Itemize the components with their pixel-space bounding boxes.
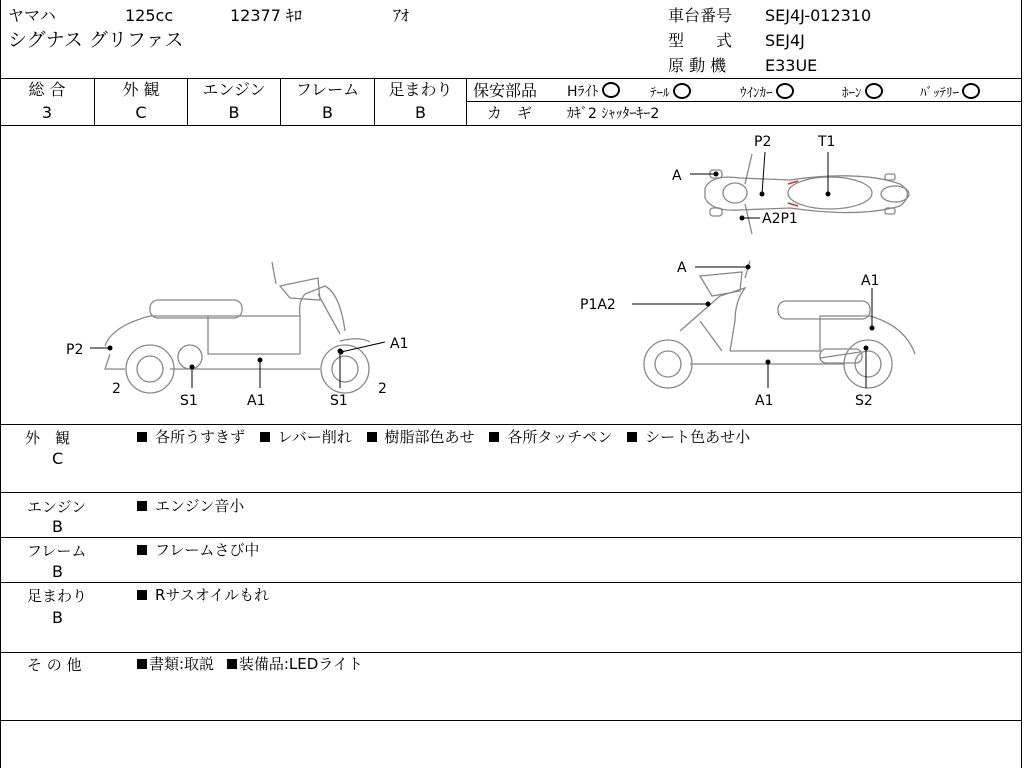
note-grade-exterior: C <box>52 449 64 468</box>
note-label-frame: フレーム <box>27 542 87 560</box>
ok-circle-icon <box>602 82 620 98</box>
engine-value: E33UE <box>765 56 818 75</box>
note-items-other: 書類:取説 装備品:LEDライト <box>137 655 363 673</box>
scooter-top-view <box>705 154 909 234</box>
note-grade-engine: B <box>52 517 63 536</box>
key-value: ｶｷﾞ2 ｼｬｯﾀｰｷｰ2 <box>567 106 660 122</box>
divider <box>0 492 1022 493</box>
note-label-exterior: 外 観 <box>25 429 71 447</box>
maker: ヤマハ <box>8 6 56 25</box>
ok-circle-icon <box>962 83 980 99</box>
bullet-square-icon <box>367 432 377 442</box>
safety-battery: ﾊﾞｯﾃﾘｰ <box>920 83 980 102</box>
score-value-engine: B <box>228 103 240 122</box>
engine-label: 原 動 機 <box>668 56 727 75</box>
note-grade-frame: B <box>52 562 63 581</box>
safety-headlight: Hﾗｲﾄ <box>567 82 620 101</box>
ok-circle-icon <box>776 83 794 99</box>
score-value-frame: B <box>322 103 333 122</box>
label-left-s1-front: S1 <box>330 393 348 409</box>
note-label-other: そ の 他 <box>27 656 82 674</box>
color: ｱｵ <box>393 6 410 25</box>
safety-label: 保安部品 <box>473 81 538 100</box>
ok-circle-icon <box>673 83 691 99</box>
label-right-p1a2: P1A2 <box>580 297 616 313</box>
type-label: 型 式 <box>668 31 733 50</box>
divider <box>0 720 1022 721</box>
label-top-t1: T1 <box>818 134 836 150</box>
divider <box>0 424 1022 425</box>
score-label-engine: エンジン <box>202 80 266 99</box>
note-label-suspension: 足まわり <box>27 587 88 605</box>
bullet-square-icon <box>137 501 147 511</box>
bullet-square-icon <box>137 590 147 600</box>
label-top-a: A <box>672 168 682 184</box>
score-label-total: 総 合 <box>28 80 66 99</box>
type-value: SEJ4J <box>765 31 805 50</box>
score-label-suspension: 足まわり <box>388 80 453 99</box>
note-items-frame: フレームさび中 <box>137 541 259 559</box>
model-name: シグナス グリファス <box>8 29 184 51</box>
label-right-a: A <box>677 260 687 276</box>
label-left-s1: S1 <box>180 393 198 409</box>
divider <box>466 78 467 125</box>
key-label: カ ギ <box>487 104 533 122</box>
note-label-engine: エンジン <box>27 498 87 516</box>
displacement: 125cc <box>125 6 174 25</box>
label-left-a1-bottom: A1 <box>247 393 266 409</box>
safety-horn: ﾎｰﾝ <box>842 83 883 102</box>
divider <box>0 537 1022 538</box>
bullet-square-icon <box>137 659 147 669</box>
score-label-exterior: 外 観 <box>122 80 160 99</box>
scooter-diagram <box>0 126 1020 423</box>
label-left-a1: A1 <box>390 336 409 352</box>
label-right-s2: S2 <box>855 393 873 409</box>
bullet-square-icon <box>627 432 637 442</box>
frame-no: SEJ4J-012310 <box>765 6 872 25</box>
note-items-exterior: 各所うすきず レバー削れ 樹脂部色あせ 各所タッチペン シート色あせ小 <box>137 428 750 446</box>
bullet-square-icon <box>260 432 270 442</box>
label-right-a1: A1 <box>861 273 880 289</box>
score-label-frame: フレーム <box>295 80 360 99</box>
score-value-exterior: C <box>135 103 147 122</box>
score-value-total: 3 <box>41 103 53 122</box>
ok-circle-icon <box>865 83 883 99</box>
note-items-engine: エンジン音小 <box>137 497 244 515</box>
note-items-suspension: Rサスオイルもれ <box>137 586 269 604</box>
safety-tail: ﾃｰﾙ <box>650 83 691 102</box>
scooter-left-view <box>105 262 370 393</box>
label-top-a2p1: A2P1 <box>762 211 798 227</box>
safety-winker: ｳｲﾝｶｰ <box>740 83 794 102</box>
bullet-square-icon <box>489 432 499 442</box>
label-top-p2: P2 <box>754 134 772 150</box>
score-value-suspension: B <box>415 103 426 122</box>
bullet-square-icon <box>137 432 147 442</box>
divider <box>0 78 1022 79</box>
label-left-2-front: 2 <box>378 381 387 397</box>
divider <box>0 652 1022 653</box>
divider <box>0 582 1022 583</box>
label-left-p2: P2 <box>66 342 84 358</box>
mileage: 12377 ｷﾛ <box>230 6 302 25</box>
frame-no-label: 車台番号 <box>668 6 733 25</box>
bullet-square-icon <box>227 659 237 669</box>
note-grade-suspension: B <box>52 608 63 627</box>
label-right-a1-bottom: A1 <box>755 393 774 409</box>
label-left-2: 2 <box>112 381 121 397</box>
bullet-square-icon <box>137 545 147 555</box>
